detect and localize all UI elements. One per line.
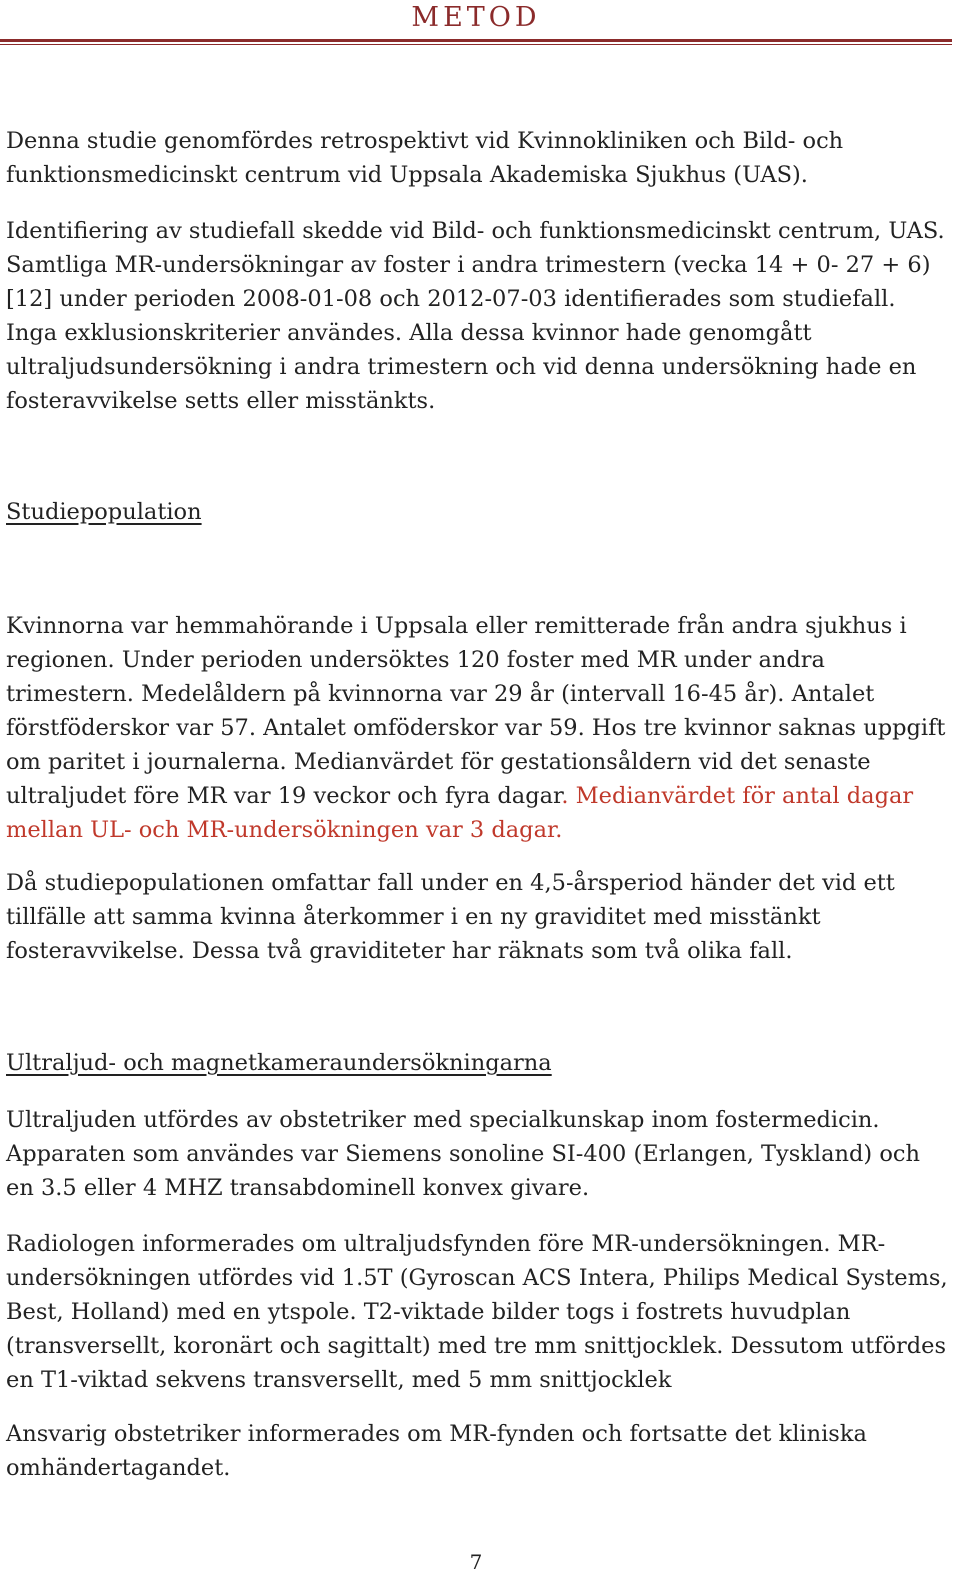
- study-population-heading: Studiepopulation: [6, 499, 202, 525]
- ultrasound-mr-heading: Ultraljud- och magnetkameraundersökningarna: [6, 1050, 552, 1076]
- highlighted-period: .: [561, 783, 569, 809]
- obstetrician-paragraph: Ansvarig obstetriker informerades om MR-fynden och fortsatte det kliniska omhändertagandet.: [6, 1421, 867, 1481]
- identification-paragraph: Identifiering av studiefall skedde vid Bild- och funktionsmedicinskt centrum, UAS. Samtliga MR-undersökningar av foster i andra trimestern (vecka 14 + 0- 27 + 6) [12] under perioden 2008-01-08 och 2012-07-03 identifierades som studiefall. Inga exklusionskriterier användes. Alla dessa kvinnor hade genomgått ultraljudsundersökning i andra trimestern och vid denna undersökning hade en fosteravvikelse setts eller misstänkts.: [6, 218, 945, 414]
- intro-paragraph: Denna studie genomfördes retrospektivt vid Kvinnokliniken och Bild- och funktionsmedicinskt centrum vid Uppsala Akademiska Sjukhus (UAS).: [6, 128, 844, 188]
- header-divider-thick: [0, 39, 952, 42]
- study-population-text: Kvinnorna var hemmahörande i Uppsala eller remitterade från andra sjukhus i regionen. Under perioden undersöktes 120 foster med MR under andra trimestern. Medelåldern på kvinnorna var 29 år (intervall 16-45 år). Antalet förstföderskor var 57. Antalet omföderskor var 59. Hos tre kvinnor saknas uppgift om paritet i journalerna. Medianvärdet för gestationsåldern vid det senaste ultraljudet före MR var 19 veckor och fyra dagar: [6, 613, 946, 809]
- section-title: METOD: [411, 2, 541, 33]
- study-population-paragraph: [6, 609, 951, 847]
- page-header: [0, 0, 960, 46]
- repeat-pregnancy-paragraph: Då studiepopulationen omfattar fall under en 4,5-årsperiod händer det vid ett tillfälle att samma kvinna återkommer i en ny graviditet med misstänkt fosteravvikelse. Dessa två graviditeter har räknats som två olika fall.: [6, 870, 895, 964]
- page-number: 7: [469, 1550, 483, 1574]
- header-divider-thin: [0, 44, 952, 45]
- ultrasound-paragraph: Ultraljuden utfördes av obstetriker med specialkunskap inom fostermedicin. Apparaten som användes var Siemens sonoline SI-400 (Erlangen, Tyskland) och en 3.5 eller 4 MHZ transabdominell konvex givare.: [6, 1107, 920, 1201]
- highlighted-median-days: Medianvärdet för antal dagar mellan UL- och MR-undersökningen var 3 dagar.: [6, 783, 914, 843]
- mr-paragraph: Radiologen informerades om ultraljudsfynden före MR-undersökningen. MR-undersökningen utfördes vid 1.5T (Gyroscan ACS Intera, Philips Medical Systems, Best, Holland) med en ytspole. T2-viktade bilder togs i fostrets huvudplan (transversellt, koronärt och sagittalt) med tre mm snittjocklek. Dessutom utfördes en T1-viktad sekvens transversellt, med 5 mm snittjocklek: [6, 1231, 948, 1393]
